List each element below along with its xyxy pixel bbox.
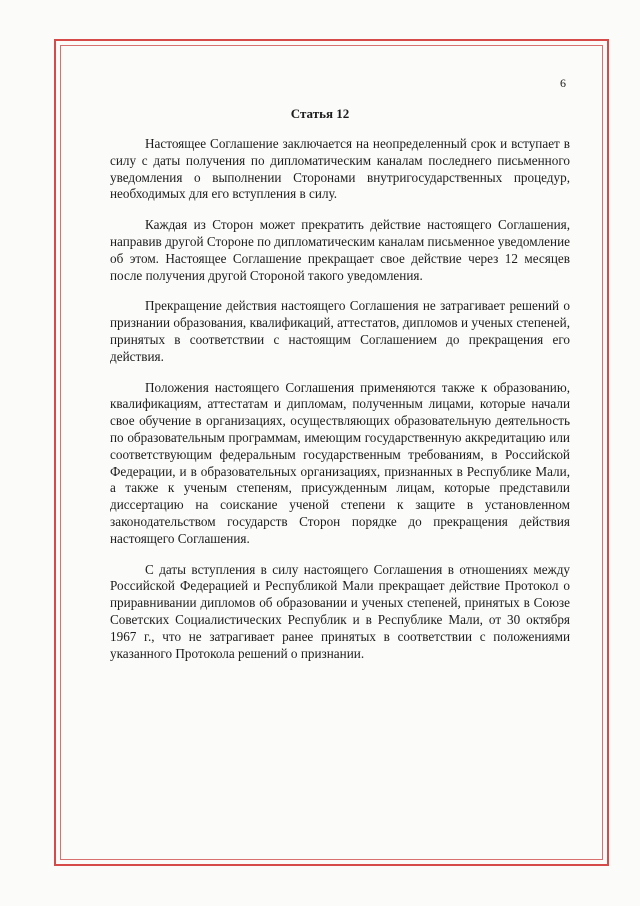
paragraph-entry-into-force: Настоящее Соглашение заключается на неопределенный срок и вступает в силу с даты получения по дипломатическим каналам последнего письменного уведомления о выполнении Сторонами внутригосударственных процедур, необходимых для его вступления в силу. — [110, 136, 570, 202]
article-title: Статья 12 — [290, 106, 350, 121]
paragraph-termination: Каждая из Сторон может прекратить действие настоящего Соглашения, направив другой Стороне по дипломатическим каналам письменное уведомление об этом. Настоящее Соглашение прекращает свое действие через 12 месяцев после получения другой Стороной такого уведомления. — [110, 217, 570, 283]
paragraph-scope-application: Положения настоящего Соглашения применяются также к образованию, квалификациям, аттестатам и дипломам, полученным лицами, которые начали свое обучение в организациях, осуществляющих образовательную деятельность по образовательным программам, имеющим государственную аккредитацию или соответствующим федеральным государственным требованиям, в Российской Федерации, и в образовательных организациях, признанных в Республике Мали, а также к ученым степеням, присужденным лицам, которые представили диссертацию на соискание ученой степени к защите в установленном законодательством государств Сторон порядке до прекращения действия настоящего Соглашения. — [110, 379, 570, 546]
paragraph-prior-decisions: Прекращение действия настоящего Соглашения не затрагивает решений о признании образования, квалификаций, аттестатов, дипломов и ученых степеней, принятых в соответствии с настоящим Соглашением до прекращения его действия. — [110, 298, 570, 364]
page-number: 6 — [560, 76, 566, 90]
paragraph-protocol-termination: С даты вступления в силу настоящего Соглашения в отношениях между Российской Федерацией и Республикой Мали прекращает действие Протокол о приравнивании дипломов об образовании и ученых степеней, принятых в Союзе Советских Социалистических Республик и в Республике Мали, от 30 октября 1967 г., что не затрагивает ранее принятых в соответствии с положениями указанного Протокола решений о признании. — [110, 561, 570, 661]
document-body — [110, 136, 570, 676]
